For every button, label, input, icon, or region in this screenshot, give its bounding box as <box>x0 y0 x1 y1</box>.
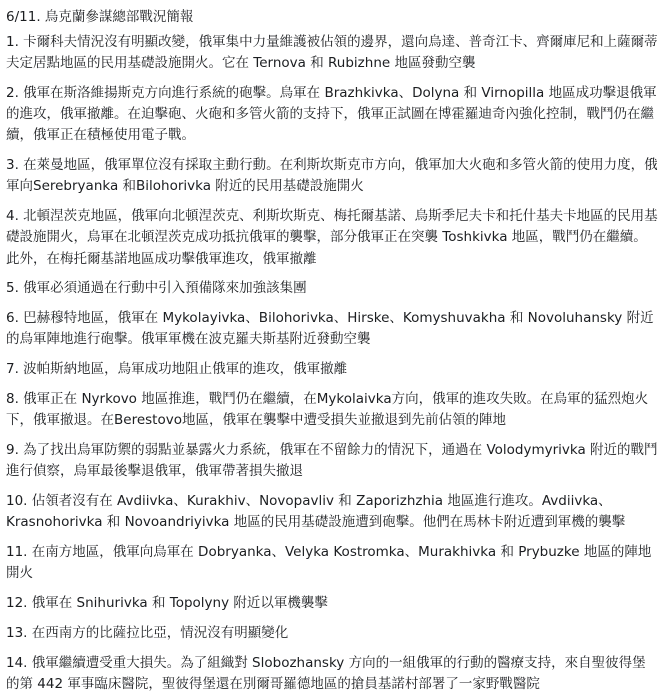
report-item-2: 2. 俄軍在斯洛維揚斯克方向進行系統的砲擊。烏軍在 Brazhkivka、Dolyna 和 Virnopilla 地區成功擊退俄軍的進攻，俄軍撤離。在迫擊砲、火砲和多管火箭的支持下，俄軍正試圖在博霍羅迪奇內強化控制，戰鬥仍在繼續，俄軍正在積極使用電子戰。 <box>6 85 657 144</box>
report-item-13: 13. 在西南方的比薩拉比亞，情況沒有明顯變化 <box>6 624 289 641</box>
report-item-10: 10. 佔領者沒有在 Avdiivka、Kurakhiv、Novopavliv 和 Zaporizhzhia 地區進行進攻。Avdiivka、Krasnohorivka 和 Novoandriyivka 地區的民用基礎設施遭到砲擊。他們在馬林卡附近遭到軍機的襲擊 <box>6 493 626 531</box>
report-item-11: 11. 在南方地區，俄軍向烏軍在 Dobryanka、Velyka Kostromka、Murakhivka 和 Prybuzke 地區的陣地開火 <box>6 544 652 582</box>
report-item-7: 7. 波帕斯納地區，烏軍成功地阻止俄軍的進攻，俄軍撤離 <box>6 361 348 378</box>
report-item-9: 9. 為了找出烏軍防禦的弱點並暴露火力系統，俄軍在不留餘力的情況下，通過在 Volodymyrivka 附近的戰鬥進行偵察，烏軍最後擊退俄軍，俄軍帶著損失撤退 <box>6 442 658 480</box>
report-item-14: 14. 俄軍繼續遭受重大損失。為了組織對 Slobozhansky 方向的一組俄軍的行動的醫療支持，來自聖彼得堡的第 442 軍事臨床醫院，聖彼得堡還在別爾哥羅德地區的搶員基諾村部署了一家野戰醫院 <box>6 654 646 692</box>
report-item-8: 8. 俄軍正在 Nyrkovo 地區推進，戰鬥仍在繼續，在Mykolaivka方向，俄軍的進攻失敗。在烏軍的猛烈炮火下，俄軍撤退。在Berestovo地區，俄軍在襲擊中遭受損失並撤退到先前佔領的陣地 <box>6 391 649 429</box>
report-item-4: 4. 北頓涅茨克地區，俄軍向北頓涅茨克、利斯坎斯克、梅托爾基諾、烏斯季尼夫卡和托什基夫卡地區的民用基礎設施開火，烏軍在北頓涅茨克成功抵抗俄軍的襲擊，部分俄軍正在突襲 Toshkivka 地區，戰鬥仍在繼續。此外，在梅托爾基諾地區成功擊俄軍進攻，俄軍撤離 <box>6 208 658 267</box>
report-item-1: 1. 卡爾科夫情況沒有明顯改變，俄軍集中力量維護被佔領的邊界，還向烏達、普奇江卡、齊爾庫尼和上薩爾蒂夫定居點地區的民用基礎設施開火。它在 Ternova 和 Rubizhne 地區發動空襲 <box>6 34 658 72</box>
post-title: 6/11. 烏克蘭參謀總部戰況簡報 <box>6 9 194 25</box>
report-item-3: 3. 在萊曼地區，俄軍單位沒有採取主動行動。在利斯坎斯克市方向，俄軍加大火砲和多管火箭的使用力度，俄軍向Serebryanka 和Bilohorivka 附近的民用基礎設施開火 <box>6 157 658 195</box>
report-item-6: 6. 巴赫穆特地區，俄軍在 Mykolayivka、Bilohorivka、Hirske、Komyshuvakha 和 Novoluhansky 附近的烏軍陣地進行砲擊。俄軍軍機在波克羅夫斯基附近發動空襲 <box>6 310 654 348</box>
report-item-5: 5. 俄軍必須通過在行動中引入預備隊來加強該集團 <box>6 280 307 297</box>
report-item-12: 12. 俄軍在 Snihurivka 和 Topolyny 附近以軍機襲擊 <box>6 595 328 611</box>
